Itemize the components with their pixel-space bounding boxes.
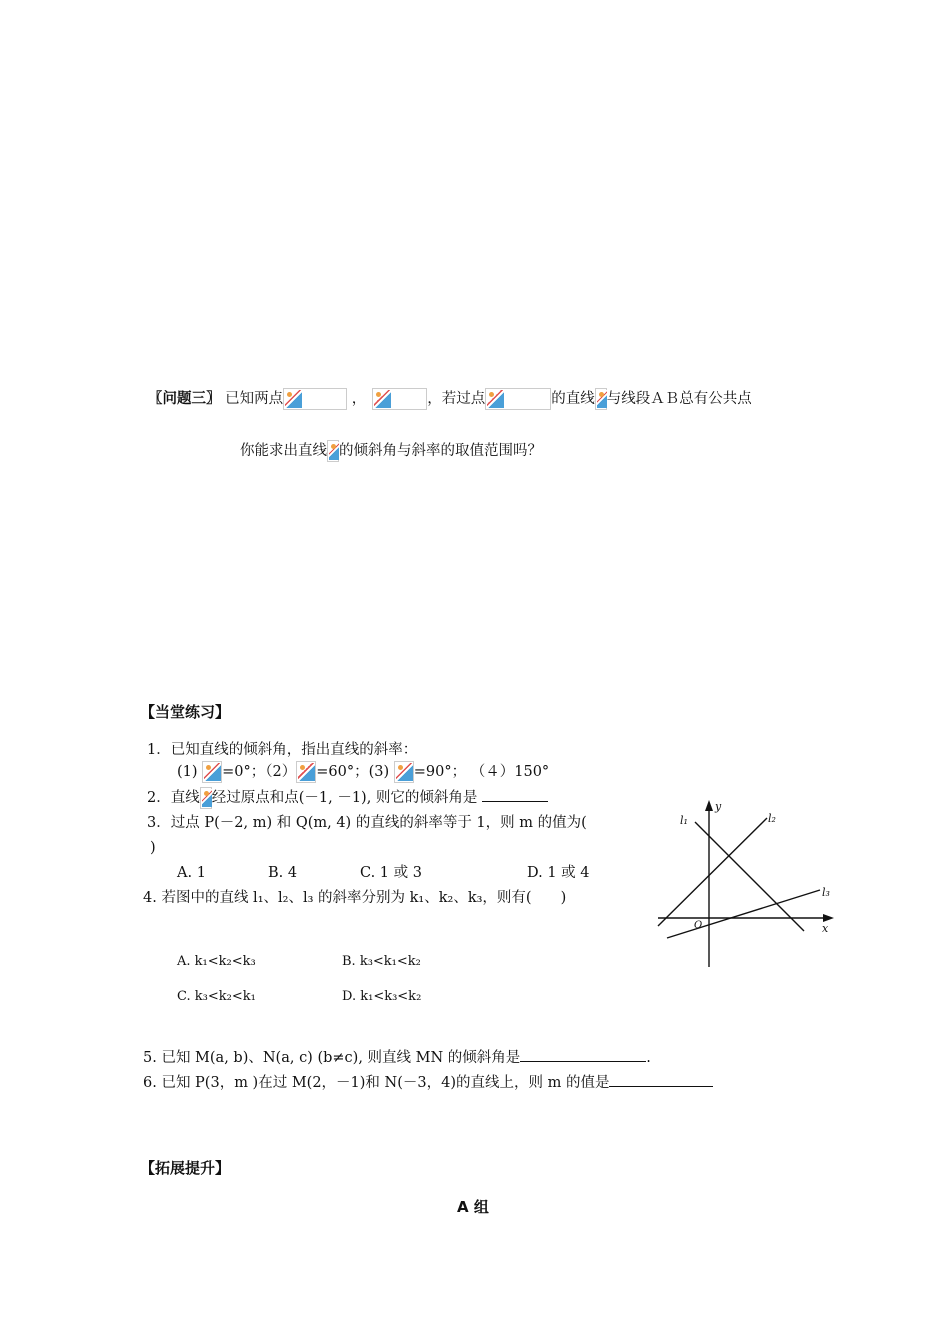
label-y: y xyxy=(715,800,722,813)
q3-option-d: D. 1 或 4 xyxy=(527,865,590,881)
text: 已知两点 xyxy=(225,391,284,407)
q4-option-a: A. k₁<k₂<k₃ xyxy=(177,954,256,969)
text: （４）150° xyxy=(470,764,550,780)
text: 的倾斜角与斜率的取值范围吗？ xyxy=(339,443,542,459)
text: (3) xyxy=(368,764,390,780)
text: =60°； xyxy=(316,764,369,780)
problem3-label: 〖问题三〗 xyxy=(148,391,221,407)
q3-option-a: A. 1 xyxy=(177,865,206,881)
text: 经过原点和点(－1, －1), 则它的倾斜角是 xyxy=(211,790,478,806)
q3-option-b: B. 4 xyxy=(268,865,298,881)
label-l3: l₃ xyxy=(822,886,830,899)
group-a-heading: A 组 xyxy=(457,1198,489,1216)
text: . xyxy=(646,1050,651,1066)
text: （2） xyxy=(265,764,297,780)
line-l1 xyxy=(695,822,804,931)
text: ， xyxy=(351,391,367,407)
text: 的直线 xyxy=(551,391,595,407)
question-1: 1．已知直线的倾斜角，指出直线的斜率： xyxy=(147,742,418,758)
line-l3 xyxy=(667,890,820,938)
text: 2．直线 xyxy=(147,790,200,806)
text: =90°； xyxy=(413,764,467,780)
q4-option-d: D. k₁<k₃<k₂ xyxy=(342,989,422,1004)
label-x: x xyxy=(822,922,829,935)
text: 6. 已知 P(3，m )在过 M(2，－1)和 N(－3，4)的直线上，则 m 的值是 xyxy=(143,1075,610,1091)
extension-heading: 【拓展提升】 xyxy=(140,1159,231,1177)
label-origin: O xyxy=(694,920,703,931)
q4-option-b: B. k₃<k₁<k₂ xyxy=(342,954,421,969)
label-l1: l₁ xyxy=(680,814,688,827)
question-3: 3．过点 P(－2, m) 和 Q(m, 4) 的直线的斜率等于 1，则 m 的值为( xyxy=(147,815,587,831)
label-l2: l₂ xyxy=(768,812,776,825)
practice-heading: 【当堂练习】 xyxy=(140,703,231,721)
text: 5. 已知 M(a, b)、N(a, c) (b≠c), 则直线 MN 的倾斜角是 xyxy=(143,1050,521,1066)
x-arrow-icon xyxy=(823,914,834,922)
question-4: 4. 若图中的直线 l₁、l₂、l₃ 的斜率分别为 k₁、k₂、k₃，则有( ) xyxy=(143,890,567,906)
text: ，若过点 xyxy=(427,391,486,407)
text: =0°； xyxy=(222,764,266,780)
line-l2 xyxy=(658,818,767,926)
q4-option-c: C. k₃<k₂<k₁ xyxy=(177,989,256,1004)
q3-option-c: C. 1 或 3 xyxy=(360,865,422,881)
question-3-close: ) xyxy=(150,840,156,856)
text: 你能求出直线 xyxy=(240,443,327,459)
text: 与线段ＡＢ总有公共点 xyxy=(606,391,752,407)
y-arrow-icon xyxy=(705,800,713,811)
text: (1) xyxy=(177,764,198,780)
